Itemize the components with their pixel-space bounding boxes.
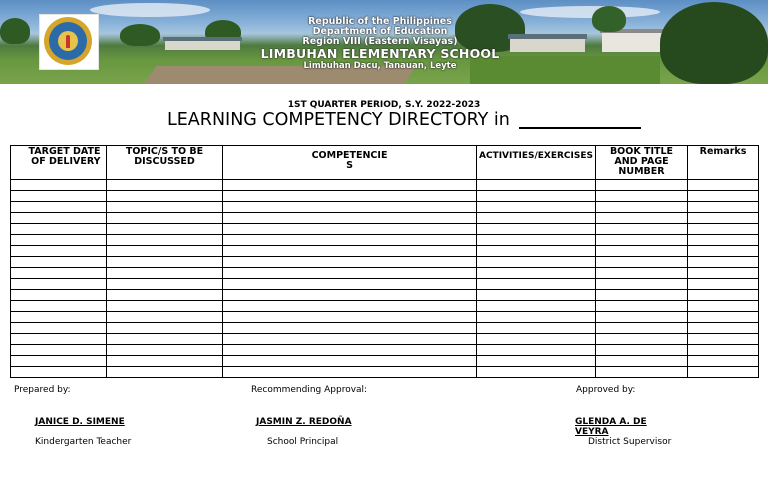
table-cell[interactable] bbox=[477, 301, 596, 312]
table-cell[interactable] bbox=[107, 323, 223, 334]
table-row bbox=[11, 246, 759, 257]
table-cell[interactable] bbox=[11, 367, 107, 378]
col-header-remarks: Remarks bbox=[688, 146, 759, 180]
table-cell[interactable] bbox=[223, 312, 477, 323]
table-cell[interactable] bbox=[688, 312, 759, 323]
table-cell[interactable] bbox=[11, 235, 107, 246]
table-cell[interactable] bbox=[223, 268, 477, 279]
page-title-text: LEARNING COMPETENCY DIRECTORY in bbox=[167, 110, 510, 130]
table-cell[interactable] bbox=[477, 180, 596, 191]
table-row bbox=[11, 257, 759, 268]
table-cell[interactable] bbox=[477, 345, 596, 356]
table-cell[interactable] bbox=[688, 279, 759, 290]
table-cell[interactable] bbox=[688, 191, 759, 202]
table-cell[interactable] bbox=[477, 213, 596, 224]
torch-icon bbox=[66, 35, 70, 48]
table-cell[interactable] bbox=[477, 334, 596, 345]
preparer-name: JANICE D. SIMENE bbox=[35, 417, 125, 427]
table-cell[interactable] bbox=[107, 213, 223, 224]
table-cell[interactable] bbox=[477, 235, 596, 246]
table-cell[interactable] bbox=[223, 323, 477, 334]
table-cell[interactable] bbox=[596, 334, 688, 345]
table-cell[interactable] bbox=[596, 290, 688, 301]
table-row bbox=[11, 290, 759, 301]
table-header-row bbox=[11, 146, 759, 180]
table-cell[interactable] bbox=[223, 235, 477, 246]
table-cell[interactable] bbox=[223, 334, 477, 345]
table-cell[interactable] bbox=[11, 224, 107, 235]
table-cell[interactable] bbox=[107, 334, 223, 345]
approved-by-label: Approved by: bbox=[576, 385, 636, 395]
table-cell[interactable] bbox=[107, 246, 223, 257]
table-cell[interactable] bbox=[11, 290, 107, 301]
table-cell[interactable] bbox=[11, 279, 107, 290]
table-cell[interactable] bbox=[223, 180, 477, 191]
table-cell[interactable] bbox=[107, 257, 223, 268]
table-row bbox=[11, 345, 759, 356]
recommender-name: JASMIN Z. REDOÑA bbox=[256, 417, 352, 427]
table-cell[interactable] bbox=[688, 334, 759, 345]
tree bbox=[592, 6, 626, 32]
table-cell[interactable] bbox=[688, 246, 759, 257]
table-cell[interactable] bbox=[477, 257, 596, 268]
logo-seal-icon bbox=[44, 17, 92, 65]
table-cell[interactable] bbox=[596, 246, 688, 257]
table-row bbox=[11, 191, 759, 202]
cloud bbox=[90, 3, 210, 17]
school-building bbox=[165, 40, 240, 50]
table-cell[interactable] bbox=[596, 235, 688, 246]
table-cell[interactable] bbox=[11, 323, 107, 334]
table-cell[interactable] bbox=[11, 246, 107, 257]
table-cell[interactable] bbox=[223, 356, 477, 367]
table-cell[interactable] bbox=[596, 345, 688, 356]
table-cell[interactable] bbox=[11, 356, 107, 367]
table-cell[interactable] bbox=[596, 180, 688, 191]
table-row bbox=[11, 323, 759, 334]
quarter-period: 1ST QUARTER PERIOD, S.Y. 2022-2023 bbox=[287, 100, 481, 110]
table-cell[interactable] bbox=[107, 224, 223, 235]
table-cell[interactable] bbox=[596, 323, 688, 334]
table-cell[interactable] bbox=[223, 345, 477, 356]
table-cell[interactable] bbox=[596, 356, 688, 367]
table-cell[interactable] bbox=[223, 257, 477, 268]
table-cell[interactable] bbox=[477, 202, 596, 213]
table-cell[interactable] bbox=[11, 345, 107, 356]
school-banner bbox=[0, 0, 768, 84]
table-row bbox=[11, 356, 759, 367]
table-cell[interactable] bbox=[477, 279, 596, 290]
recommending-label: Recommending Approval: bbox=[251, 385, 368, 395]
table-cell[interactable] bbox=[688, 301, 759, 312]
tree bbox=[660, 2, 768, 84]
col-header-competencies: COMPETENCIE S bbox=[223, 146, 477, 180]
table-cell[interactable] bbox=[688, 224, 759, 235]
recommender-position: School Principal bbox=[267, 437, 339, 447]
table-row bbox=[11, 334, 759, 345]
school-building bbox=[602, 32, 662, 52]
table-cell[interactable] bbox=[688, 323, 759, 334]
table-cell[interactable] bbox=[596, 191, 688, 202]
table-cell[interactable] bbox=[596, 202, 688, 213]
table-cell[interactable] bbox=[107, 312, 223, 323]
building-roof bbox=[163, 37, 242, 41]
banner-address: Limbuhan Dacu, Tanauan, Leyte bbox=[303, 61, 457, 71]
table-cell[interactable] bbox=[477, 246, 596, 257]
table-cell[interactable] bbox=[107, 279, 223, 290]
table-cell[interactable] bbox=[107, 191, 223, 202]
table-cell[interactable] bbox=[477, 356, 596, 367]
table-body bbox=[11, 180, 759, 378]
col-header-target-date: TARGET DATE OF DELIVERY bbox=[11, 146, 107, 180]
table-cell[interactable] bbox=[107, 301, 223, 312]
table-cell[interactable] bbox=[596, 224, 688, 235]
table-cell[interactable] bbox=[477, 312, 596, 323]
prepared-by-label: Prepared by: bbox=[14, 385, 71, 395]
table-cell[interactable] bbox=[688, 367, 759, 378]
table-row bbox=[11, 312, 759, 323]
table-row bbox=[11, 235, 759, 246]
banner-region: Region VIII (Eastern Visayas) bbox=[302, 36, 458, 47]
table-cell[interactable] bbox=[11, 312, 107, 323]
table-cell[interactable] bbox=[107, 367, 223, 378]
table-row bbox=[11, 268, 759, 279]
table-cell[interactable] bbox=[596, 367, 688, 378]
school-logo bbox=[39, 14, 99, 70]
table-cell[interactable] bbox=[688, 202, 759, 213]
table-cell[interactable] bbox=[223, 279, 477, 290]
table-cell[interactable] bbox=[596, 279, 688, 290]
table-row bbox=[11, 301, 759, 312]
subject-blank-line[interactable] bbox=[519, 110, 641, 129]
table-cell[interactable] bbox=[477, 323, 596, 334]
table-cell[interactable] bbox=[11, 301, 107, 312]
table-cell[interactable] bbox=[107, 290, 223, 301]
table-cell[interactable] bbox=[688, 345, 759, 356]
table-cell[interactable] bbox=[477, 191, 596, 202]
table-cell[interactable] bbox=[596, 213, 688, 224]
table-cell[interactable] bbox=[107, 180, 223, 191]
table-cell[interactable] bbox=[688, 213, 759, 224]
table-row bbox=[11, 224, 759, 235]
tree bbox=[0, 18, 30, 44]
table-cell[interactable] bbox=[688, 268, 759, 279]
table-cell[interactable] bbox=[11, 257, 107, 268]
table-cell[interactable] bbox=[223, 202, 477, 213]
table-cell[interactable] bbox=[11, 202, 107, 213]
table-row bbox=[11, 213, 759, 224]
banner-department: Department of Education bbox=[312, 26, 448, 37]
building-roof bbox=[508, 34, 587, 39]
table-cell[interactable] bbox=[107, 235, 223, 246]
table-cell[interactable] bbox=[688, 257, 759, 268]
table-cell[interactable] bbox=[477, 290, 596, 301]
banner-school-name: LIMBUHAN ELEMENTARY SCHOOL bbox=[260, 46, 500, 61]
table-cell[interactable] bbox=[477, 367, 596, 378]
col-header-activities: ACTIVITIES/EXERCISES bbox=[477, 146, 596, 180]
table-cell[interactable] bbox=[223, 224, 477, 235]
table-cell[interactable] bbox=[107, 202, 223, 213]
tree bbox=[120, 24, 160, 46]
table-cell[interactable] bbox=[223, 191, 477, 202]
table-cell[interactable] bbox=[688, 180, 759, 191]
table-cell[interactable] bbox=[223, 290, 477, 301]
school-building bbox=[510, 38, 585, 52]
table-cell[interactable] bbox=[223, 367, 477, 378]
table-cell[interactable] bbox=[596, 301, 688, 312]
table-cell[interactable] bbox=[11, 268, 107, 279]
table-row bbox=[11, 202, 759, 213]
table-cell[interactable] bbox=[107, 345, 223, 356]
table-row bbox=[11, 367, 759, 378]
table-row bbox=[11, 279, 759, 290]
col-header-book-title: BOOK TITLE AND PAGE NUMBER bbox=[596, 146, 688, 180]
table-cell[interactable] bbox=[596, 312, 688, 323]
banner-country: Republic of the Philippines bbox=[308, 16, 452, 27]
page-title bbox=[167, 110, 641, 130]
table-cell[interactable] bbox=[11, 334, 107, 345]
table-cell[interactable] bbox=[688, 235, 759, 246]
table-cell[interactable] bbox=[477, 224, 596, 235]
table-cell[interactable] bbox=[477, 268, 596, 279]
table-cell[interactable] bbox=[223, 246, 477, 257]
table-cell[interactable] bbox=[107, 356, 223, 367]
competency-table bbox=[10, 145, 759, 378]
table-cell[interactable] bbox=[107, 268, 223, 279]
table-cell[interactable] bbox=[596, 268, 688, 279]
table-cell[interactable] bbox=[223, 301, 477, 312]
preparer-position: Kindergarten Teacher bbox=[35, 437, 132, 447]
table-cell[interactable] bbox=[11, 180, 107, 191]
col-header-topics: TOPIC/S TO BE DISCUSSED bbox=[107, 146, 223, 180]
table-cell[interactable] bbox=[688, 356, 759, 367]
approver-position: District Supervisor bbox=[588, 437, 672, 447]
table-cell[interactable] bbox=[11, 213, 107, 224]
approver-name: GLENDA A. DE VEYRA bbox=[575, 417, 647, 437]
cloud bbox=[520, 6, 660, 18]
table-row bbox=[11, 180, 759, 191]
table-cell[interactable] bbox=[11, 191, 107, 202]
table-cell[interactable] bbox=[596, 257, 688, 268]
table-cell[interactable] bbox=[688, 290, 759, 301]
table-cell[interactable] bbox=[223, 213, 477, 224]
